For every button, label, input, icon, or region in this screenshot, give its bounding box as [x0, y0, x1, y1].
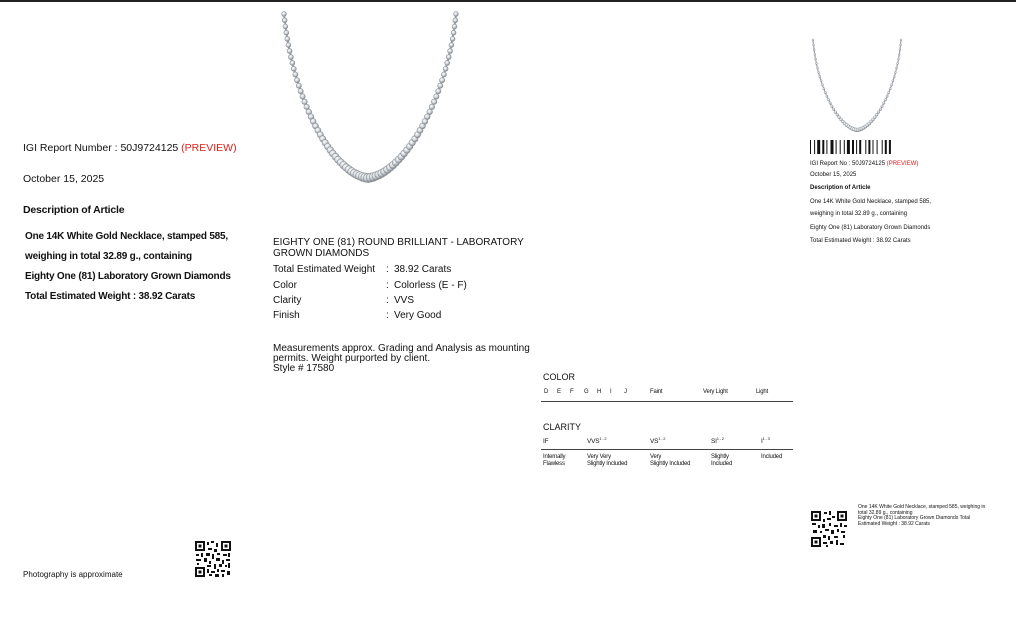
diamond-stone — [300, 94, 305, 99]
clarity-scale-rule — [541, 449, 793, 450]
clarity-code: IF — [543, 438, 549, 446]
card-description-line: One 14K White Gold Necklace, stamped 585, — [810, 199, 932, 205]
qr-caption-line: One 14K White Gold Necklace, stamped 585, weighing in — [858, 504, 986, 510]
notes-line: permits. Weight purported by client. — [273, 353, 431, 364]
clarity-desc-line: Very Very — [587, 454, 611, 460]
clarity-desc-line: Slightly Included — [587, 461, 628, 467]
diamond-stone — [894, 71, 896, 73]
clarity-desc-line: Internally — [543, 454, 566, 460]
product-title-line: GROWN DIAMONDS — [273, 248, 370, 259]
diamond-stone — [448, 49, 453, 54]
diamond-stone — [445, 60, 450, 65]
diamond-stone — [900, 39, 902, 41]
clarity-grade — [650, 436, 665, 445]
diamond-stone — [451, 30, 456, 35]
barcode-bar — [836, 140, 837, 154]
spec-separator: : — [386, 295, 389, 306]
diamond-stone — [283, 24, 288, 29]
clarity-desc-line: Very — [650, 454, 662, 460]
spec-separator: : — [386, 280, 389, 291]
diamond-stone — [287, 49, 292, 54]
barcode-bar — [810, 140, 811, 154]
barcode-bar — [814, 140, 815, 154]
diamond-stone — [892, 80, 894, 82]
clarity-desc-line: Included — [711, 461, 733, 467]
diamond-stone — [814, 53, 816, 55]
card-description-line: weighing in total 32.89 g., containing — [810, 211, 908, 217]
clarity-description — [587, 454, 627, 468]
clarity-description — [543, 454, 565, 468]
spec-value: VVS — [394, 295, 415, 306]
card-preview-badge: (PREVIEW) — [886, 161, 919, 167]
clarity-sup: 1 - 2 — [658, 436, 666, 441]
card-qr-code — [810, 510, 848, 548]
barcode-bar — [882, 140, 883, 154]
diamond-stone — [886, 95, 888, 97]
diamond-stone — [812, 39, 814, 41]
spec-label: Total Estimated Weight — [273, 264, 376, 275]
clarity-desc-line: Slightly — [711, 454, 729, 460]
diamond-stone — [302, 99, 307, 104]
diamond-stone — [826, 95, 828, 97]
diamond-stone — [884, 98, 886, 100]
card-necklace-photo — [805, 38, 909, 134]
diamond-stone — [888, 91, 890, 93]
diamond-stone — [897, 58, 899, 60]
diamond-stone — [282, 18, 287, 23]
clarity-sup: 1 - 3 — [762, 436, 770, 441]
diamond-stone — [441, 72, 446, 77]
color-scale-rule — [541, 401, 793, 402]
card-necklace-illustration — [805, 38, 909, 134]
diamond-stone — [823, 88, 825, 90]
style-number: Style # 17580 — [273, 363, 335, 374]
clarity-scale-heading: CLARITY — [543, 422, 582, 432]
diamond-stone — [429, 104, 435, 110]
barcode-bar — [859, 140, 861, 154]
spec-label: Finish — [273, 310, 300, 321]
diamond-stone — [438, 83, 443, 88]
spec-value: Very Good — [394, 310, 442, 321]
qr-caption-line: Eighty One (81) Laboratory Grown Diamonds Total — [858, 515, 971, 521]
diamond-stone — [288, 55, 293, 60]
clarity-code: VVS — [587, 438, 600, 446]
diamond-stone — [895, 67, 897, 69]
barcode-bar — [840, 140, 841, 154]
report-number-text: IGI Report Number : 50J9724125 — [23, 142, 182, 154]
barcode-bar — [826, 140, 827, 154]
product-title-line: EIGHTY ONE (81) ROUND BRILLIANT - LABORATORY — [273, 237, 524, 248]
diamond-stone — [815, 63, 817, 65]
qr-caption — [858, 505, 985, 527]
diamond-stone — [443, 66, 448, 71]
diamond-stone — [298, 89, 303, 94]
diamond-stone — [899, 49, 901, 51]
diamond-stone — [829, 102, 832, 105]
diamond-stone — [831, 105, 834, 108]
barcode-bar — [877, 140, 878, 154]
clarity-desc-line: Included — [761, 454, 783, 460]
diamond-stone — [434, 94, 439, 99]
spec-label: Color — [273, 280, 297, 291]
spec-separator: : — [386, 310, 389, 321]
diamond-stone — [832, 108, 835, 111]
diamond-stone — [889, 88, 891, 90]
diamond-stone — [286, 43, 291, 48]
notes — [273, 344, 530, 374]
card-qr-code-graphic — [810, 510, 848, 548]
diamond-stone — [813, 49, 815, 51]
description-line: One 14K White Gold Necklace, stamped 585, — [25, 231, 228, 242]
spec-value: Colorless (E - F) — [394, 280, 467, 291]
diamond-stone — [440, 78, 445, 83]
diamond-stone — [879, 108, 882, 111]
diamond-stone — [282, 12, 287, 17]
clarity-grade — [543, 436, 548, 445]
diamond-stone — [827, 98, 829, 100]
color-letter: D — [544, 389, 549, 395]
diamond-stone — [896, 63, 898, 65]
clarity-description — [761, 454, 782, 461]
diamond-stone — [295, 78, 300, 83]
diamond-stone — [834, 111, 837, 114]
diamond-stone — [436, 89, 441, 94]
spec-separator: : — [386, 264, 389, 275]
color-letter: F — [570, 389, 574, 395]
diamond-stone — [431, 99, 436, 104]
clarity-grade — [761, 436, 770, 445]
barcode-bar — [885, 140, 887, 154]
notes-line: Measurements approx. Grading and Analysis as mounting — [273, 343, 530, 354]
color-letter: G — [584, 389, 589, 395]
photography-note: Photography is approximate — [23, 570, 123, 579]
barcode-bar — [844, 140, 845, 154]
diamond-stone — [819, 76, 821, 78]
clarity-code: I — [761, 438, 763, 446]
clarity-sup: 1 - 2 — [716, 436, 724, 441]
description-heading: Description of Article — [23, 204, 125, 216]
description-line: Eighty One (81) Laboratory Grown Diamonds — [25, 271, 231, 282]
clarity-sup: 1 - 2 — [599, 436, 607, 441]
barcode-bar — [847, 140, 850, 154]
diamond-stone — [890, 84, 892, 86]
barcode-bar — [873, 140, 874, 154]
report-number — [23, 142, 237, 154]
diamond-stone — [875, 113, 878, 116]
diamond-stone — [450, 36, 455, 41]
diamond-stone — [815, 58, 817, 60]
card-report-number — [810, 161, 918, 167]
qr-code — [194, 540, 232, 578]
barcode-bar — [868, 140, 870, 154]
barcode-bar — [889, 140, 891, 154]
barcode-bar — [865, 140, 866, 154]
spec-label: Clarity — [273, 295, 302, 306]
diamond-stone — [816, 67, 818, 69]
diamond-stone — [900, 44, 902, 46]
color-letter: H — [597, 389, 602, 395]
barcode-bar — [856, 140, 857, 154]
card-report-text: IGI Report No : 50J9724125 — [810, 161, 887, 167]
description-line: weighing in total 32.89 g., containing — [25, 251, 192, 262]
color-letter: J — [624, 389, 627, 395]
diamond-stone — [293, 72, 298, 77]
diamond-stone — [452, 24, 457, 29]
color-term: Faint — [650, 389, 663, 395]
diamond-stone — [893, 76, 895, 78]
diamond-stone — [453, 18, 458, 23]
diamond-stone — [449, 43, 454, 48]
diamond-stone — [820, 80, 822, 82]
card-description-line: Eighty One (81) Laboratory Grown Diamonds — [810, 225, 931, 231]
clarity-grade — [711, 436, 724, 445]
diamond-stone — [290, 60, 295, 65]
clarity-desc-line: Slightly Included — [650, 461, 691, 467]
color-letter: I — [610, 389, 612, 395]
necklace-photo — [262, 8, 474, 194]
diamond-stone — [883, 102, 886, 105]
diamond-stone — [818, 71, 820, 73]
barcode-graphic — [810, 140, 916, 154]
diamond-stone — [821, 84, 823, 86]
card-description-line: Total Estimated Weight : 38.92 Carats — [810, 238, 911, 244]
clarity-description — [650, 454, 690, 468]
clarity-code: SI — [711, 438, 717, 446]
spec-value: 38.92 Carats — [394, 264, 452, 275]
diamond-stone — [824, 91, 826, 93]
clarity-desc-line: Flawless — [543, 461, 565, 467]
qr-caption-line: Estimated Weight : 38.92 Carats — [858, 520, 930, 527]
barcode-bar — [822, 140, 824, 154]
clarity-grade — [587, 436, 606, 445]
diamond-stone — [296, 83, 301, 88]
clarity-code: VS — [650, 438, 659, 446]
spec-row — [273, 264, 375, 275]
top-border — [0, 0, 1016, 2]
diamond-stone — [284, 30, 289, 35]
description-line: Total Estimated Weight : 38.92 Carats — [25, 291, 196, 302]
necklace-illustration — [262, 8, 474, 194]
barcode-bar — [831, 140, 834, 154]
qr-caption-line: total 32.89 g., containing — [858, 509, 913, 516]
barcode-bar — [817, 140, 820, 154]
diamond-stone — [291, 66, 296, 71]
clarity-description — [711, 454, 732, 468]
color-term: Light — [756, 389, 769, 395]
color-term: Very Light — [703, 389, 728, 395]
diamond-stone — [454, 12, 459, 17]
card-description-heading: Description of Article — [810, 185, 871, 191]
preview-badge: (PREVIEW) — [181, 142, 237, 154]
diamond-stone — [813, 44, 815, 46]
diamond-stone — [877, 111, 880, 114]
barcode — [810, 140, 916, 154]
color-scale-heading: COLOR — [543, 372, 576, 382]
diamond-stone — [285, 36, 290, 41]
report-date: October 15, 2025 — [23, 173, 105, 185]
diamond-stone — [898, 53, 900, 55]
product-title — [273, 237, 524, 259]
diamond-stone — [446, 55, 451, 60]
diamond-stone — [881, 105, 884, 108]
color-letter: E — [557, 389, 561, 395]
barcode-bar — [852, 140, 854, 154]
card-date: October 15, 2025 — [810, 172, 857, 178]
qr-code-graphic — [194, 540, 232, 578]
